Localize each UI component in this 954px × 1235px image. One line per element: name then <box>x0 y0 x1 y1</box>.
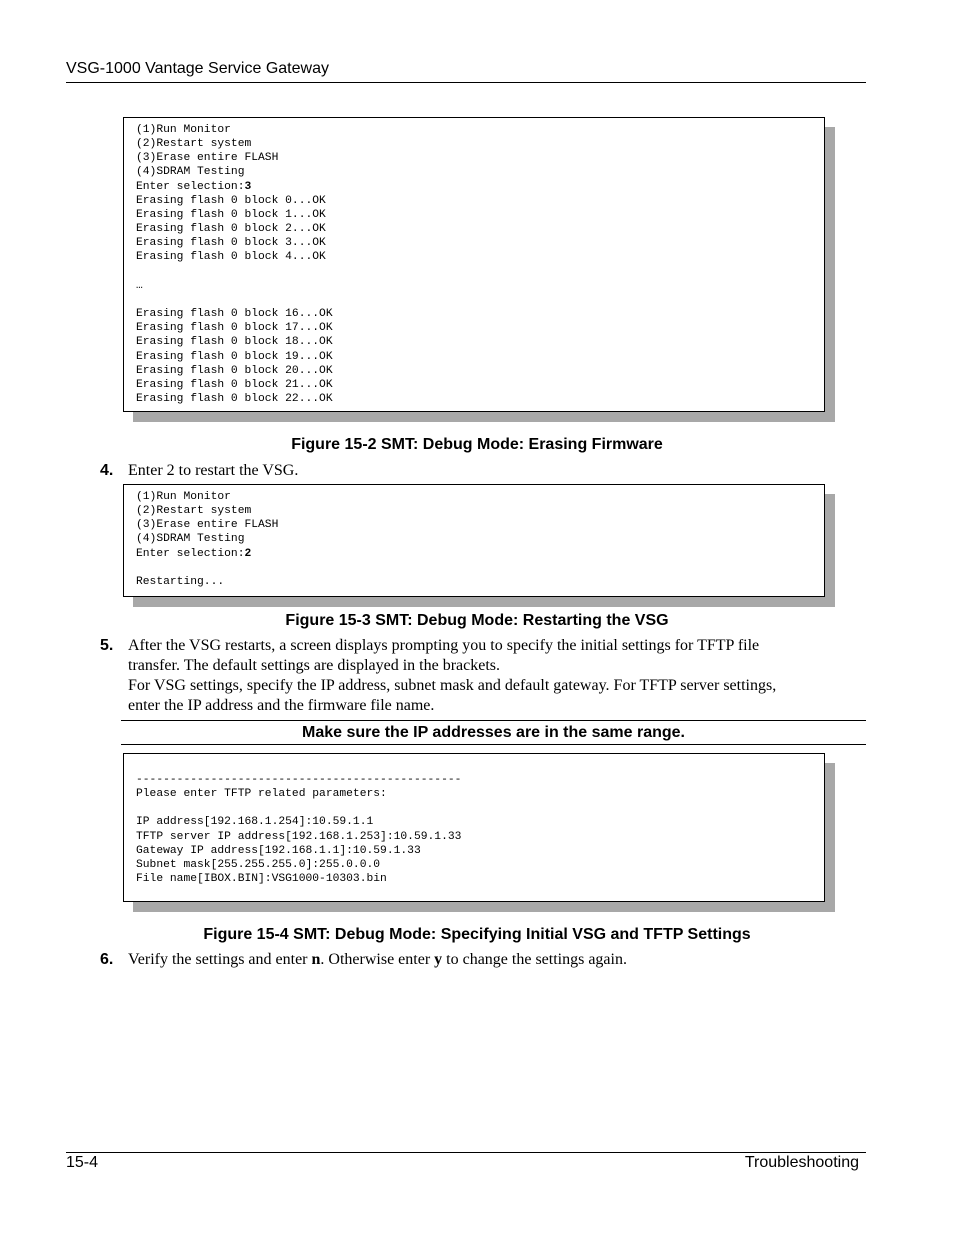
figure-caption-15-2: Figure 15-2 SMT: Debug Mode: Erasing Firmware <box>291 436 663 453</box>
step-6 <box>100 950 860 970</box>
step-text <box>128 950 848 970</box>
terminal-erasing-firmware <box>123 117 825 412</box>
terminal-line: Erasing flash 0 block 18...OK <box>136 336 333 349</box>
step-text-part: Verify the settings and enter <box>128 951 312 968</box>
step-4 <box>100 461 860 481</box>
step-number: 6. <box>100 951 114 968</box>
terminal-line <box>136 265 824 279</box>
terminal-line: Erasing flash 0 block 16...OK <box>136 308 333 321</box>
selection-value: 2 <box>244 547 252 560</box>
step-text-part: . Otherwise enter <box>320 951 435 968</box>
terminal-line: Enter selection:3 <box>136 180 252 193</box>
key-y: y <box>434 951 443 968</box>
terminal-line: (1)Run Monitor <box>136 491 231 503</box>
step-5 <box>100 636 860 716</box>
page-header <box>66 60 866 83</box>
terminal-line: (3)Erase entire FLASH <box>136 519 279 532</box>
terminal-line: (1)Run Monitor <box>136 124 231 136</box>
terminal-line: Erasing flash 0 block 20...OK <box>136 364 333 377</box>
footer-page-number: 15-4 <box>66 1154 99 1171</box>
figure-caption-15-4: Figure 15-4 SMT: Debug Mode: Specifying Initial VSG and TFTP Settings <box>203 926 751 943</box>
terminal-line <box>136 293 824 307</box>
step-text-part: to change the settings again. <box>442 951 627 968</box>
step-text: Enter 2 to restart the VSG. <box>128 462 299 479</box>
step-text-line: transfer. The default settings are displayed in the brackets. <box>128 657 501 674</box>
header-title: VSG-1000 Vantage Service Gateway <box>66 60 329 77</box>
terminal-restarting <box>123 484 825 597</box>
terminal-line: Erasing flash 0 block 21...OK <box>136 378 333 391</box>
terminal-line: (4)SDRAM Testing <box>136 533 245 546</box>
terminal-line: Erasing flash 0 block 22...OK <box>136 392 333 405</box>
terminal-line: (2)Restart system <box>136 505 252 518</box>
terminal-line: Restarting... <box>136 575 225 588</box>
page-footer <box>66 1152 859 1172</box>
terminal-line: Subnet mask[255.255.255.0]:255.0.0.0 <box>136 858 381 871</box>
step-text-line: enter the IP address and the firmware file name. <box>128 697 435 714</box>
terminal-line: … <box>136 279 143 292</box>
terminal-line: Erasing flash 0 block 2...OK <box>136 223 326 236</box>
step-text <box>128 636 848 716</box>
terminal-line: TFTP server IP address[192.168.1.253]:10.59.1.33 <box>136 830 462 843</box>
step-text-line: For VSG settings, specify the IP address, subnet mask and default gateway. For TFTP server settings, <box>128 677 777 694</box>
selection-value: 3 <box>244 180 252 193</box>
note-box: Make sure the IP addresses are in the same range. <box>121 720 866 745</box>
terminal-line: File name[IBOX.BIN]:VSG1000-10303.bin <box>136 873 387 886</box>
footer-section: Troubleshooting <box>744 1154 859 1171</box>
terminal-line <box>136 561 824 575</box>
terminal-line: Gateway IP address[192.168.1.1]:10.59.1.33 <box>136 844 421 857</box>
terminal-line: IP address[192.168.1.254]:10.59.1.1 <box>136 816 374 829</box>
terminal-line: Erasing flash 0 block 19...OK <box>136 350 333 363</box>
terminal-line: (4)SDRAM Testing <box>136 166 245 179</box>
terminal-line: (2)Restart system <box>136 138 252 151</box>
terminal-line: Erasing flash 0 block 17...OK <box>136 322 333 335</box>
key-n: n <box>311 951 321 968</box>
terminal-line: Erasing flash 0 block 0...OK <box>136 194 326 207</box>
terminal-line: (3)Erase entire FLASH <box>136 152 279 165</box>
terminal-line <box>136 801 824 815</box>
step-number: 5. <box>100 637 114 654</box>
step-text-line: After the VSG restarts, a screen displays prompting you to specify the initial settings for TFTP file <box>128 637 760 654</box>
figure-caption-15-3: Figure 15-3 SMT: Debug Mode: Restarting the VSG <box>285 612 669 629</box>
terminal-line: Enter selection:2 <box>136 547 252 560</box>
step-number: 4. <box>100 462 114 479</box>
terminal-line: Please enter TFTP related parameters: <box>136 788 387 801</box>
terminal-tftp-settings <box>123 753 825 902</box>
terminal-line: Erasing flash 0 block 1...OK <box>136 208 326 221</box>
terminal-line: Erasing flash 0 block 4...OK <box>136 251 326 264</box>
terminal-line: Erasing flash 0 block 3...OK <box>136 237 326 250</box>
terminal-line: ------------------------------------------------ <box>136 774 462 786</box>
